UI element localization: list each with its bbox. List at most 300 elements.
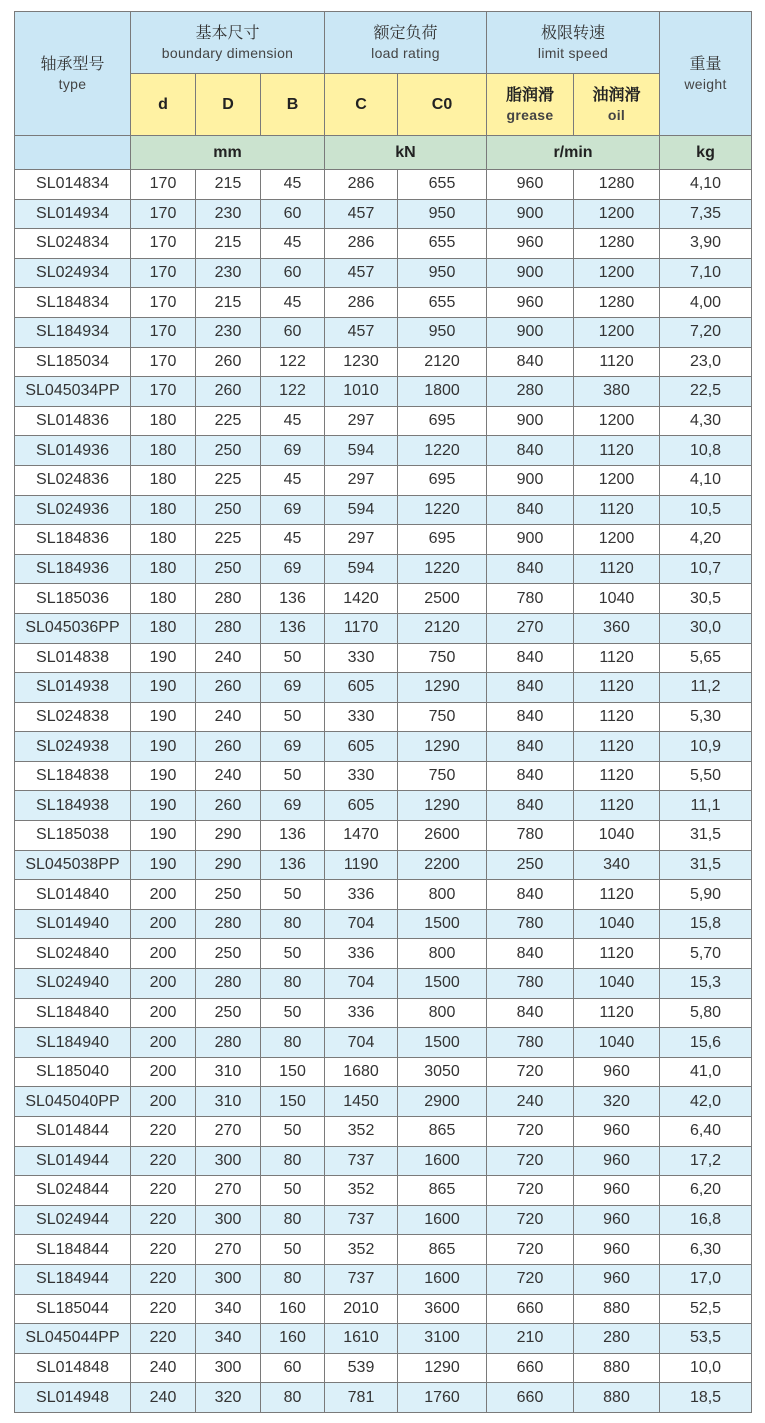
header-weight-cn: 重量 [689, 55, 722, 73]
cell-type: SL184936 [15, 554, 131, 584]
cell-weight: 53,5 [660, 1324, 752, 1354]
cell-grease: 840 [487, 791, 574, 821]
header-D: D [196, 74, 261, 136]
cell-C: 1610 [325, 1324, 398, 1354]
header-grease-en: grease [506, 106, 554, 123]
cell-type: SL024944 [15, 1205, 131, 1235]
cell-C0: 865 [398, 1235, 487, 1265]
cell-d: 170 [131, 377, 196, 407]
cell-type: SL014934 [15, 199, 131, 229]
cell-grease: 780 [487, 969, 574, 999]
cell-grease: 720 [487, 1176, 574, 1206]
cell-d: 190 [131, 821, 196, 851]
cell-oil: 1120 [574, 495, 660, 525]
cell-C: 594 [325, 554, 398, 584]
cell-D: 300 [196, 1146, 261, 1176]
cell-grease: 660 [487, 1383, 574, 1413]
cell-C0: 1800 [398, 377, 487, 407]
table-row [15, 880, 752, 910]
cell-D: 310 [196, 1057, 261, 1087]
cell-oil: 1120 [574, 791, 660, 821]
cell-C: 704 [325, 969, 398, 999]
cell-d: 200 [131, 880, 196, 910]
cell-C: 352 [325, 1235, 398, 1265]
cell-B: 50 [261, 702, 325, 732]
cell-B: 45 [261, 406, 325, 436]
cell-type: SL014838 [15, 643, 131, 673]
cell-B: 50 [261, 643, 325, 673]
header-grease-cn: 脂润滑 [506, 86, 555, 104]
cell-D: 215 [196, 170, 261, 200]
cell-B: 136 [261, 821, 325, 851]
cell-B: 50 [261, 998, 325, 1028]
cell-d: 220 [131, 1264, 196, 1294]
cell-D: 290 [196, 850, 261, 880]
cell-weight: 7,35 [660, 199, 752, 229]
table-row [15, 821, 752, 851]
cell-B: 50 [261, 1117, 325, 1147]
table-row [15, 288, 752, 318]
header-d: d [131, 74, 196, 136]
cell-B: 80 [261, 1028, 325, 1058]
table-row [15, 1146, 752, 1176]
cell-C0: 2120 [398, 613, 487, 643]
cell-D: 260 [196, 347, 261, 377]
cell-type: SL024834 [15, 229, 131, 259]
cell-D: 260 [196, 791, 261, 821]
cell-D: 250 [196, 998, 261, 1028]
cell-B: 69 [261, 436, 325, 466]
cell-d: 240 [131, 1353, 196, 1383]
cell-type: SL014848 [15, 1353, 131, 1383]
cell-grease: 840 [487, 880, 574, 910]
cell-d: 190 [131, 850, 196, 880]
cell-type: SL014834 [15, 170, 131, 200]
cell-d: 200 [131, 1057, 196, 1087]
cell-type: SL014840 [15, 880, 131, 910]
table-body [15, 170, 752, 1413]
cell-weight: 15,8 [660, 909, 752, 939]
cell-C: 1420 [325, 584, 398, 614]
table-row [15, 525, 752, 555]
cell-type: SL014938 [15, 673, 131, 703]
cell-weight: 4,30 [660, 406, 752, 436]
cell-grease: 960 [487, 288, 574, 318]
cell-C: 330 [325, 702, 398, 732]
cell-oil: 1120 [574, 732, 660, 762]
cell-B: 50 [261, 939, 325, 969]
header-weight [660, 12, 752, 136]
cell-type: SL184834 [15, 288, 131, 318]
header-speed-cn: 极限转速 [541, 24, 606, 42]
cell-B: 122 [261, 377, 325, 407]
cell-oil: 1200 [574, 406, 660, 436]
cell-type: SL024840 [15, 939, 131, 969]
unit-rmin: r/min [487, 136, 660, 170]
cell-type: SL185036 [15, 584, 131, 614]
cell-grease: 250 [487, 850, 574, 880]
cell-d: 190 [131, 643, 196, 673]
header-C0: C0 [398, 74, 487, 136]
cell-type: SL045036PP [15, 613, 131, 643]
cell-C: 336 [325, 998, 398, 1028]
cell-weight: 10,5 [660, 495, 752, 525]
cell-weight: 7,20 [660, 317, 752, 347]
cell-C: 1230 [325, 347, 398, 377]
header-speed-en: limit speed [537, 44, 609, 61]
cell-type: SL024836 [15, 465, 131, 495]
cell-oil: 1120 [574, 673, 660, 703]
cell-B: 80 [261, 1146, 325, 1176]
cell-C: 330 [325, 643, 398, 673]
cell-type: SL014940 [15, 909, 131, 939]
cell-oil: 1120 [574, 880, 660, 910]
table-row [15, 170, 752, 200]
table-row [15, 850, 752, 880]
cell-oil: 1280 [574, 170, 660, 200]
cell-weight: 10,0 [660, 1353, 752, 1383]
table-row [15, 258, 752, 288]
cell-d: 220 [131, 1176, 196, 1206]
cell-weight: 5,80 [660, 998, 752, 1028]
cell-B: 80 [261, 1205, 325, 1235]
cell-weight: 4,10 [660, 465, 752, 495]
header-type-en: type [58, 75, 87, 92]
cell-grease: 960 [487, 229, 574, 259]
cell-C: 605 [325, 732, 398, 762]
cell-grease: 720 [487, 1264, 574, 1294]
header-unit-blank [15, 136, 131, 170]
cell-grease: 660 [487, 1294, 574, 1324]
cell-C: 704 [325, 909, 398, 939]
cell-weight: 17,2 [660, 1146, 752, 1176]
cell-d: 180 [131, 495, 196, 525]
cell-type: SL045038PP [15, 850, 131, 880]
cell-weight: 7,10 [660, 258, 752, 288]
cell-D: 280 [196, 613, 261, 643]
cell-type: SL024938 [15, 732, 131, 762]
cell-oil: 960 [574, 1146, 660, 1176]
cell-d: 220 [131, 1205, 196, 1235]
unit-kg: kg [660, 136, 752, 170]
cell-grease: 900 [487, 406, 574, 436]
cell-oil: 360 [574, 613, 660, 643]
cell-oil: 1200 [574, 199, 660, 229]
table-row [15, 1057, 752, 1087]
cell-C: 352 [325, 1176, 398, 1206]
cell-grease: 840 [487, 347, 574, 377]
cell-oil: 1040 [574, 969, 660, 999]
cell-oil: 960 [574, 1264, 660, 1294]
cell-weight: 6,20 [660, 1176, 752, 1206]
cell-grease: 780 [487, 821, 574, 851]
cell-B: 69 [261, 791, 325, 821]
cell-D: 270 [196, 1176, 261, 1206]
cell-D: 260 [196, 377, 261, 407]
cell-d: 170 [131, 317, 196, 347]
cell-type: SL045034PP [15, 377, 131, 407]
cell-type: SL185038 [15, 821, 131, 851]
cell-C: 457 [325, 199, 398, 229]
cell-d: 190 [131, 732, 196, 762]
cell-C: 336 [325, 880, 398, 910]
cell-type: SL184944 [15, 1264, 131, 1294]
cell-weight: 16,8 [660, 1205, 752, 1235]
cell-B: 136 [261, 584, 325, 614]
table-row [15, 613, 752, 643]
cell-grease: 780 [487, 1028, 574, 1058]
cell-type: SL184940 [15, 1028, 131, 1058]
cell-oil: 880 [574, 1353, 660, 1383]
bearing-spec-table [14, 11, 752, 1413]
table-row [15, 199, 752, 229]
cell-weight: 18,5 [660, 1383, 752, 1413]
cell-oil: 1280 [574, 288, 660, 318]
cell-oil: 280 [574, 1324, 660, 1354]
cell-grease: 900 [487, 199, 574, 229]
table-row [15, 436, 752, 466]
cell-oil: 960 [574, 1205, 660, 1235]
table-row [15, 1028, 752, 1058]
table-row [15, 1324, 752, 1354]
cell-D: 270 [196, 1117, 261, 1147]
cell-B: 60 [261, 317, 325, 347]
cell-d: 220 [131, 1294, 196, 1324]
cell-C: 1680 [325, 1057, 398, 1087]
table-row [15, 702, 752, 732]
cell-B: 150 [261, 1057, 325, 1087]
table-row [15, 909, 752, 939]
header-oil-en: oil [607, 106, 626, 123]
cell-C: 2010 [325, 1294, 398, 1324]
table-row [15, 643, 752, 673]
cell-type: SL024936 [15, 495, 131, 525]
cell-C: 1010 [325, 377, 398, 407]
cell-d: 200 [131, 1087, 196, 1117]
cell-C: 286 [325, 229, 398, 259]
table-row [15, 1176, 752, 1206]
cell-weight: 4,20 [660, 525, 752, 555]
cell-B: 80 [261, 1383, 325, 1413]
cell-C0: 3050 [398, 1057, 487, 1087]
unit-kn: kN [325, 136, 487, 170]
cell-C0: 1220 [398, 495, 487, 525]
cell-grease: 780 [487, 584, 574, 614]
cell-type: SL014944 [15, 1146, 131, 1176]
cell-weight: 30,0 [660, 613, 752, 643]
cell-d: 180 [131, 465, 196, 495]
cell-grease: 240 [487, 1087, 574, 1117]
cell-type: SL024844 [15, 1176, 131, 1206]
cell-grease: 840 [487, 939, 574, 969]
cell-type: SL014936 [15, 436, 131, 466]
cell-C0: 950 [398, 317, 487, 347]
cell-oil: 880 [574, 1383, 660, 1413]
header-load-rating [325, 12, 487, 74]
cell-C0: 1290 [398, 1353, 487, 1383]
cell-B: 69 [261, 732, 325, 762]
cell-d: 170 [131, 258, 196, 288]
cell-C0: 3100 [398, 1324, 487, 1354]
cell-oil: 1200 [574, 465, 660, 495]
cell-D: 300 [196, 1264, 261, 1294]
cell-weight: 10,9 [660, 732, 752, 762]
cell-C0: 2500 [398, 584, 487, 614]
cell-type: SL185044 [15, 1294, 131, 1324]
cell-oil: 1120 [574, 554, 660, 584]
cell-D: 280 [196, 909, 261, 939]
cell-type: SL014948 [15, 1383, 131, 1413]
cell-B: 136 [261, 613, 325, 643]
cell-D: 280 [196, 969, 261, 999]
cell-D: 340 [196, 1324, 261, 1354]
cell-oil: 1040 [574, 909, 660, 939]
cell-grease: 840 [487, 732, 574, 762]
cell-C0: 2900 [398, 1087, 487, 1117]
cell-d: 200 [131, 939, 196, 969]
cell-d: 190 [131, 673, 196, 703]
cell-D: 270 [196, 1235, 261, 1265]
cell-C: 1170 [325, 613, 398, 643]
cell-D: 240 [196, 643, 261, 673]
cell-D: 300 [196, 1353, 261, 1383]
cell-d: 190 [131, 761, 196, 791]
cell-weight: 5,65 [660, 643, 752, 673]
cell-type: SL184934 [15, 317, 131, 347]
cell-C0: 865 [398, 1117, 487, 1147]
cell-B: 69 [261, 554, 325, 584]
cell-type: SL024940 [15, 969, 131, 999]
cell-C: 605 [325, 791, 398, 821]
table-row [15, 347, 752, 377]
cell-B: 69 [261, 495, 325, 525]
cell-grease: 900 [487, 525, 574, 555]
cell-D: 290 [196, 821, 261, 851]
cell-d: 200 [131, 969, 196, 999]
cell-C0: 950 [398, 258, 487, 288]
cell-oil: 1120 [574, 436, 660, 466]
cell-oil: 960 [574, 1235, 660, 1265]
cell-grease: 720 [487, 1205, 574, 1235]
cell-C: 286 [325, 170, 398, 200]
cell-C0: 695 [398, 465, 487, 495]
cell-oil: 320 [574, 1087, 660, 1117]
cell-B: 50 [261, 1235, 325, 1265]
cell-grease: 840 [487, 554, 574, 584]
cell-type: SL184840 [15, 998, 131, 1028]
table-row [15, 1087, 752, 1117]
cell-oil: 1040 [574, 821, 660, 851]
cell-C0: 2120 [398, 347, 487, 377]
cell-d: 170 [131, 170, 196, 200]
cell-weight: 11,1 [660, 791, 752, 821]
cell-C: 336 [325, 939, 398, 969]
cell-weight: 15,6 [660, 1028, 752, 1058]
table-row [15, 584, 752, 614]
table-row [15, 229, 752, 259]
cell-type: SL185034 [15, 347, 131, 377]
cell-grease: 720 [487, 1235, 574, 1265]
cell-D: 250 [196, 495, 261, 525]
header-B: B [261, 74, 325, 136]
cell-d: 200 [131, 998, 196, 1028]
cell-C0: 1500 [398, 1028, 487, 1058]
cell-d: 180 [131, 554, 196, 584]
cell-C: 781 [325, 1383, 398, 1413]
cell-weight: 30,5 [660, 584, 752, 614]
cell-d: 190 [131, 791, 196, 821]
cell-D: 240 [196, 761, 261, 791]
cell-D: 240 [196, 702, 261, 732]
cell-d: 170 [131, 288, 196, 318]
cell-D: 250 [196, 554, 261, 584]
cell-grease: 210 [487, 1324, 574, 1354]
cell-weight: 42,0 [660, 1087, 752, 1117]
table-row [15, 377, 752, 407]
cell-oil: 1040 [574, 584, 660, 614]
cell-C: 1470 [325, 821, 398, 851]
cell-D: 250 [196, 436, 261, 466]
cell-C: 594 [325, 495, 398, 525]
cell-D: 250 [196, 939, 261, 969]
cell-B: 45 [261, 525, 325, 555]
cell-C0: 750 [398, 702, 487, 732]
cell-B: 69 [261, 673, 325, 703]
cell-type: SL024934 [15, 258, 131, 288]
table-row [15, 1383, 752, 1413]
header-load-cn: 额定负荷 [373, 24, 438, 42]
cell-C: 297 [325, 465, 398, 495]
cell-oil: 880 [574, 1294, 660, 1324]
cell-weight: 10,7 [660, 554, 752, 584]
cell-grease: 900 [487, 258, 574, 288]
cell-C0: 1600 [398, 1205, 487, 1235]
cell-d: 240 [131, 1383, 196, 1413]
table-row [15, 969, 752, 999]
cell-grease: 720 [487, 1057, 574, 1087]
header-grease [487, 74, 574, 136]
cell-oil: 1120 [574, 939, 660, 969]
cell-weight: 6,40 [660, 1117, 752, 1147]
cell-grease: 280 [487, 377, 574, 407]
cell-C: 286 [325, 288, 398, 318]
cell-d: 180 [131, 525, 196, 555]
cell-B: 60 [261, 199, 325, 229]
cell-d: 170 [131, 229, 196, 259]
cell-grease: 840 [487, 761, 574, 791]
cell-d: 170 [131, 199, 196, 229]
cell-D: 260 [196, 673, 261, 703]
cell-grease: 840 [487, 436, 574, 466]
cell-C0: 655 [398, 288, 487, 318]
cell-weight: 5,30 [660, 702, 752, 732]
table-row [15, 673, 752, 703]
cell-D: 215 [196, 229, 261, 259]
header-boundary-cn: 基本尺寸 [195, 24, 260, 42]
cell-type: SL024838 [15, 702, 131, 732]
table-row [15, 1235, 752, 1265]
cell-B: 160 [261, 1324, 325, 1354]
table-row [15, 554, 752, 584]
cell-C0: 800 [398, 880, 487, 910]
header-oil-cn: 油润滑 [592, 86, 641, 104]
cell-d: 220 [131, 1146, 196, 1176]
table-row [15, 1294, 752, 1324]
header-C: C [325, 74, 398, 136]
table-row [15, 998, 752, 1028]
cell-C0: 1220 [398, 554, 487, 584]
cell-grease: 900 [487, 465, 574, 495]
